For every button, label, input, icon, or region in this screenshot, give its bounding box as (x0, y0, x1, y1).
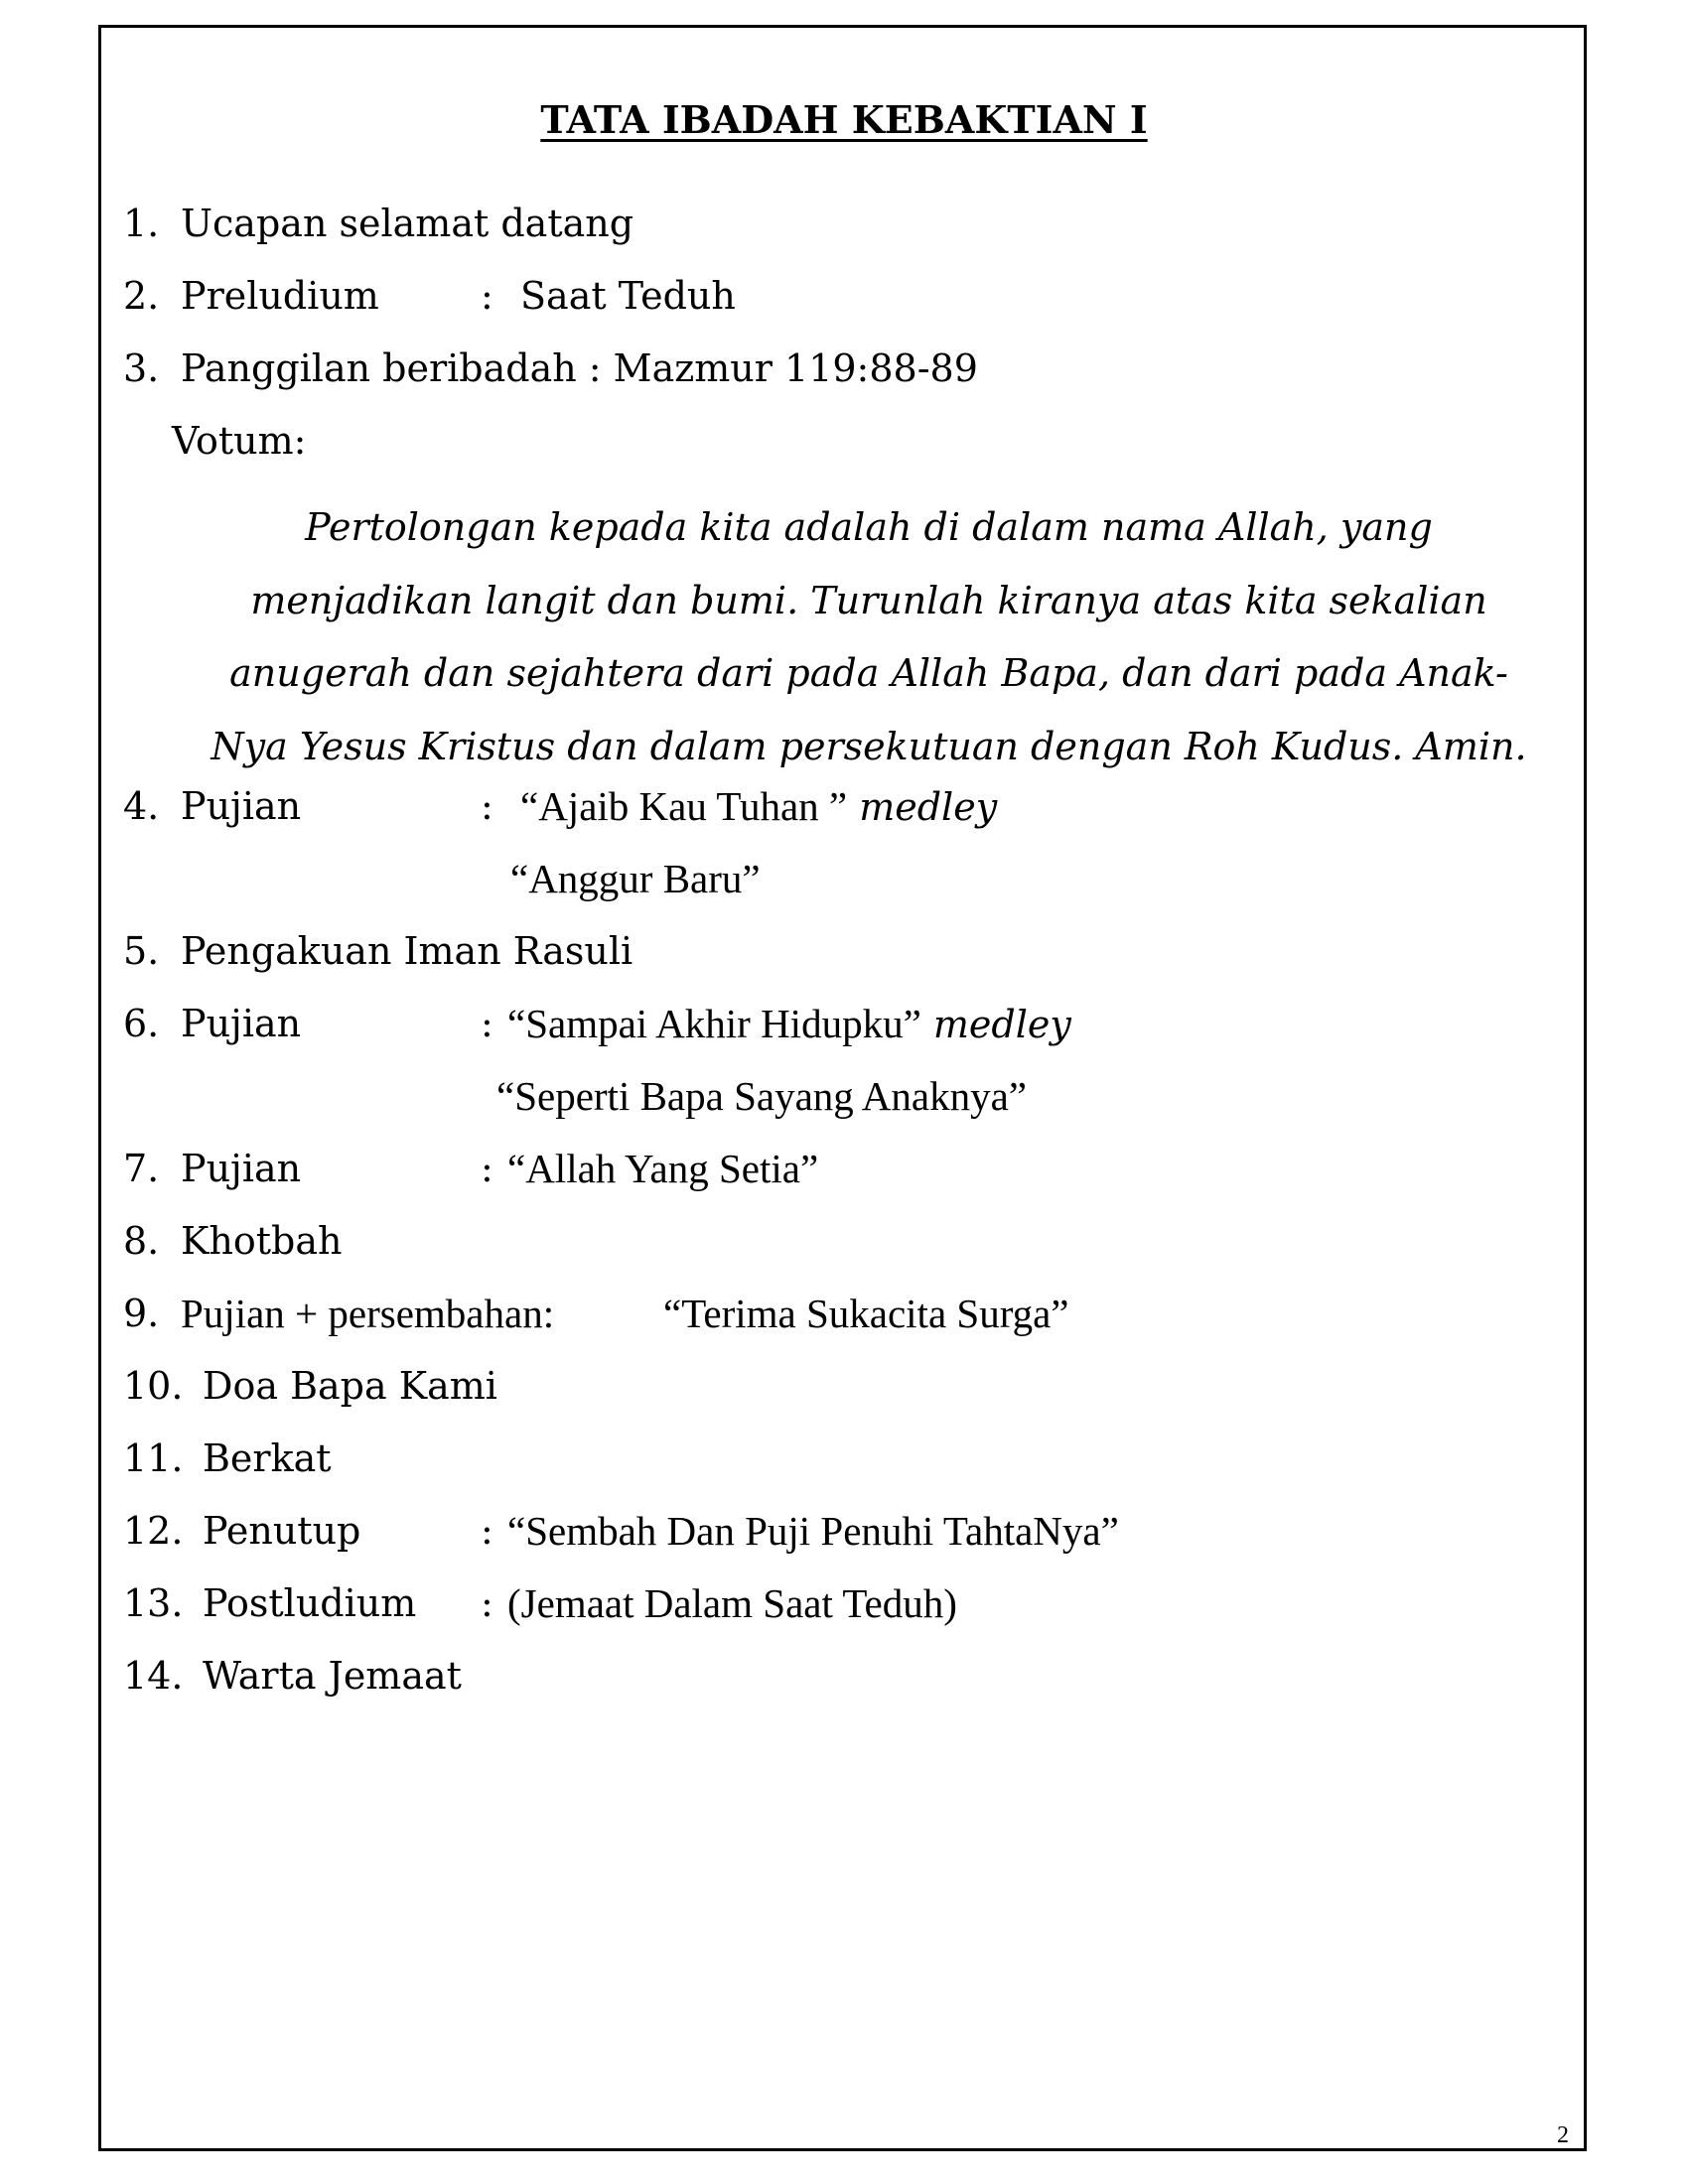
item-label: Berkat (203, 1436, 332, 1480)
item-label: Postludium (203, 1581, 417, 1625)
item-label: Doa Bapa Kami (203, 1364, 497, 1408)
item-number: 9. (123, 1292, 160, 1335)
item-number: 14. (123, 1654, 184, 1698)
item-number: 2. (123, 274, 160, 318)
item-separator: : (481, 1581, 493, 1625)
item-number: 6. (123, 1002, 160, 1045)
item-number: 8. (123, 1219, 160, 1263)
item-label: Pujian (181, 1147, 302, 1190)
item-value (507, 999, 1071, 1049)
item-separator: : (481, 784, 493, 828)
song-title: “Ajaib Kau Tuhan ” (520, 783, 848, 829)
item-number: 10. (123, 1364, 184, 1408)
item-label: Penutup (203, 1509, 361, 1553)
song-title-continued: “Anggur Baru” (510, 856, 761, 901)
votum-line: menjadikan langit dan bumi. Turunlah kiranya atas kita sekalian (250, 578, 1487, 622)
item-separator: : (481, 274, 493, 318)
item-value: “Sembah Dan Puji Penuhi TahtaNya” (507, 1508, 1119, 1554)
item-value: “Terima Sukacita Surga” (663, 1291, 1069, 1336)
page-title (0, 95, 1688, 145)
item-label: Preludium (181, 274, 379, 318)
item-separator: : (481, 1509, 493, 1553)
item-value: Saat Teduh (520, 274, 736, 318)
item-label: Pujian (181, 784, 302, 828)
song-title: “Sampai Akhir Hidupku” (507, 1001, 921, 1046)
item-number: 4. (123, 784, 160, 828)
item-label: Khotbah (181, 1219, 343, 1263)
item-value (520, 781, 997, 832)
page-title-text: TATA IBADAH KEBAKTIAN I (540, 97, 1148, 142)
medley-note: medley (932, 1003, 1071, 1046)
item-label: Ucapan selamat datang (181, 202, 634, 245)
item-number: 5. (123, 929, 160, 973)
votum-line: Nya Yesus Kristus dan dalam persekutuan dengan Roh Kudus. Amin. (211, 724, 1527, 768)
votum-line: anugerah dan sejahtera dari pada Allah Bapa, dan dari pada Anak- (229, 651, 1508, 695)
item-number: 13. (123, 1581, 184, 1625)
votum-text (169, 491, 1569, 783)
song-title-continued: “Seperti Bapa Sayang Anaknya” (496, 1073, 1027, 1119)
item-separator: : (481, 1002, 493, 1045)
item-number: 1. (123, 202, 160, 245)
item-number: 3. (123, 346, 160, 390)
item-label: Pengakuan Iman Rasuli (181, 929, 633, 973)
item-number: 12. (123, 1509, 184, 1553)
votum-label: Votum: (172, 419, 307, 463)
item-label: Pujian (181, 1002, 302, 1045)
item-label: Warta Jemaat (203, 1654, 462, 1698)
item-number: 11. (123, 1436, 184, 1480)
item-label: Pujian + persembahan: (181, 1291, 555, 1336)
medley-note: medley (859, 785, 998, 829)
item-separator: : (481, 1147, 493, 1190)
item-value: (Jemaat Dalam Saat Teduh) (507, 1580, 957, 1626)
votum-line: Pertolongan kepada kita adalah di dalam nama Allah, yang (305, 505, 1433, 549)
item-label: Panggilan beribadah : Mazmur 119:88-89 (181, 346, 978, 390)
item-value: “Allah Yang Setia” (507, 1146, 819, 1191)
item-number: 7. (123, 1147, 160, 1190)
page-number: 2 (1557, 2122, 1569, 2148)
